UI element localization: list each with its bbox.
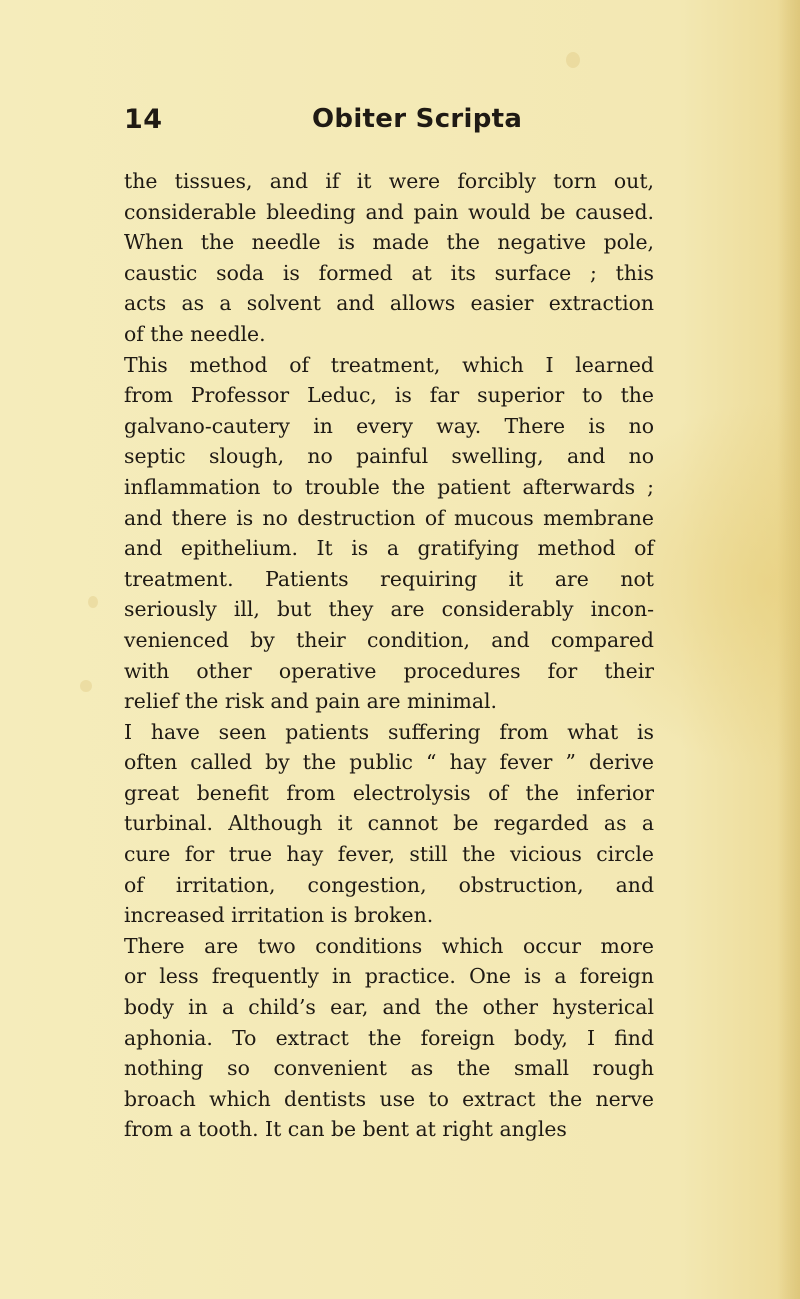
paragraph-start-line: There are two conditions which occur more [124,933,654,958]
paper-stain [88,596,98,608]
body-text [124,166,654,1145]
page-title: Obiter Scripta [312,104,523,134]
text-line: nothing so convenient as the small rough [124,1056,654,1081]
text-line: of the needle. [124,321,266,346]
text-line: with other operative procedures for their [124,658,654,683]
text-line: increased irritation is broken. [124,903,434,928]
text-line: broach which dentists use to extract the nerve [124,1086,654,1111]
text-line: from Professor Leduc, is far superior to the [124,383,654,408]
text-line: caustic soda is formed at its surface ; this [124,260,654,285]
text-line: galvano-cautery in every way. There is no [124,413,654,438]
text-line: inflammation to trouble the patient afterwards ; [124,474,654,499]
running-head [0,104,800,144]
text-line: seriously ill, but they are considerably incon- [124,597,654,622]
paragraph-start-line: I have seen patients suffering from what is [124,719,654,744]
text-line: considerable bleeding and pain would be caused. [124,199,654,224]
paper-stain [566,52,580,68]
text-line: aphonia. To extract the foreign body, I find [124,1025,654,1050]
text-line: venienced by their condition, and compared [124,627,654,652]
text-line: cure for true hay fever, still the vicious circle [124,842,654,867]
text-line: When the needle is made the negative pole, [124,230,654,255]
paragraph-start-line: This method of treatment, which I learned [124,352,654,377]
text-line: turbinal. Although it cannot be regarded as a [124,811,654,836]
text-line: acts as a solvent and allows easier extraction [124,291,654,316]
text-line: septic slough, no painful swelling, and no [124,444,654,469]
text-line: or less frequently in practice. One is a foreign [124,964,654,989]
text-line: often called by the public “ hay fever ” derive [124,750,654,775]
text-line: the tissues, and if it were forcibly torn out, [124,169,654,193]
page-edge-shadow [778,0,800,1299]
text-line: body in a child’s ear, and the other hysterical [124,995,654,1020]
page-number: 14 [124,104,163,135]
text-line: relief the risk and pain are minimal. [124,689,498,714]
text-line: treatment. Patients requiring it are not [124,566,654,591]
text-line: of irritation, congestion, obstruction, and [124,872,654,897]
text-line: great benefit from electrolysis of the inferior [124,780,654,805]
text-line: and there is no destruction of mucous membrane [124,505,654,530]
text-line: from a tooth. It can be bent at right angles [124,1117,567,1142]
text-line: and epithelium. It is a gratifying method of [124,536,654,561]
paper-stain [80,680,92,692]
